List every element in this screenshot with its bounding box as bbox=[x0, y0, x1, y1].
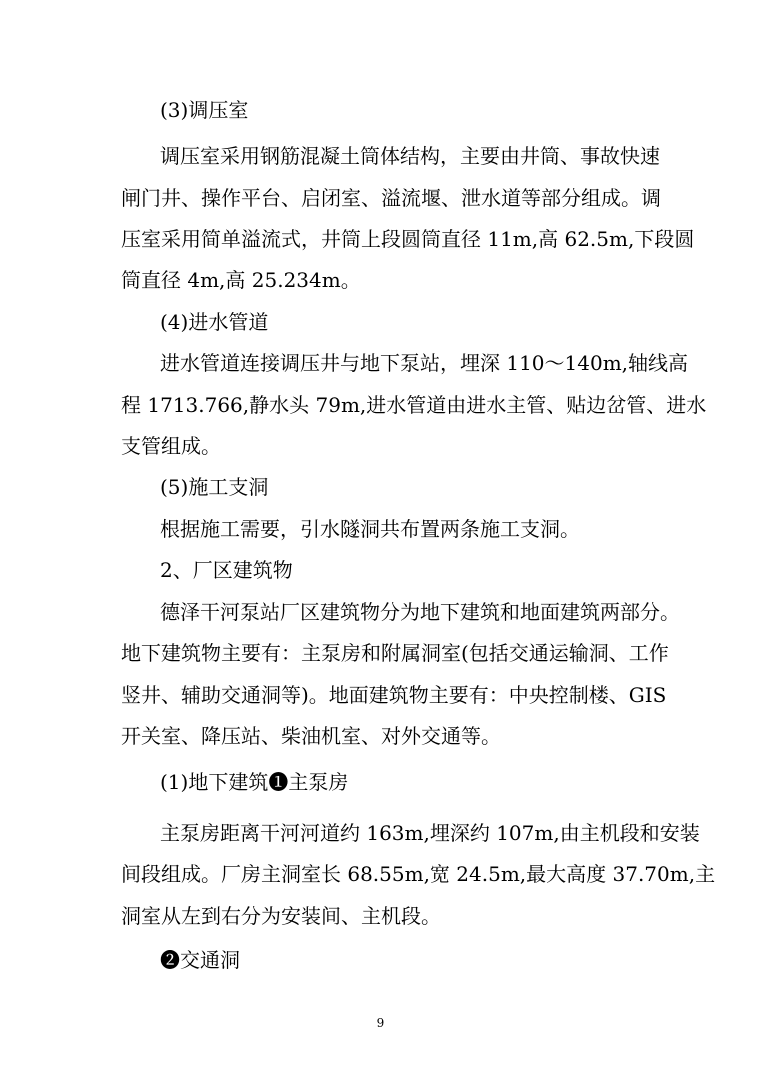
paragraph-line: 支管组成。 bbox=[121, 434, 221, 458]
paragraph-line: 洞室从左到右分为安装间、主机段。 bbox=[121, 904, 441, 928]
paragraph-line: 根据施工需要，引水隧洞共布置两条施工支洞。 bbox=[160, 517, 580, 541]
paragraph-line: 竖井、辅助交通洞等)。地面建筑物主要有：中央控制楼、GIS bbox=[121, 683, 667, 707]
heading-plant-buildings: 2、厂区建筑物 bbox=[160, 558, 293, 582]
paragraph-line: 地下建筑物主要有：主泵房和附属洞室(包括交通运输洞、工作 bbox=[121, 641, 669, 665]
heading-construction-adit: (5)施工支洞 bbox=[160, 475, 269, 499]
paragraph-line: 主泵房距离干河河道约 163m,埋深约 107m,由主机段和安装 bbox=[160, 821, 700, 845]
paragraph-line: 调压室采用钢筋混凝土筒体结构，主要由井筒、事故快速 bbox=[160, 144, 660, 168]
paragraph-line: 进水管道连接调压井与地下泵站，埋深 110～140m,轴线高 bbox=[160, 351, 689, 375]
paragraph-line: 间段组成。厂房主洞室长 68.55m,宽 24.5m,最大高度 37.70m,主 bbox=[121, 862, 716, 886]
page-number: 9 bbox=[376, 1016, 385, 1030]
paragraph-line: 筒直径 4m,高 25.234m。 bbox=[121, 268, 361, 292]
paragraph-line: 闸门井、操作平台、启闭室、溢流堰、泄水道等部分组成。调 bbox=[121, 186, 661, 210]
heading-main-pump-house: (1)地下建筑➊主泵房 bbox=[160, 770, 349, 794]
heading-inlet-pipe: (4)进水管道 bbox=[160, 310, 269, 334]
paragraph-line: 德泽干河泵站厂区建筑物分为地下建筑和地面建筑两部分。 bbox=[160, 600, 680, 624]
paragraph-line: 压室采用简单溢流式，井筒上段圆筒直径 11m,高 62.5m,下段圆 bbox=[121, 227, 695, 251]
heading-surge-chamber: (3)调压室 bbox=[160, 98, 249, 122]
paragraph-line: 开关室、降压站、柴油机室、对外交通等。 bbox=[121, 724, 501, 748]
paragraph-line: 程 1713.766,静水头 79m,进水管道由进水主管、贴边岔管、进水 bbox=[121, 393, 707, 417]
heading-access-tunnel: ➋交通洞 bbox=[160, 948, 240, 972]
